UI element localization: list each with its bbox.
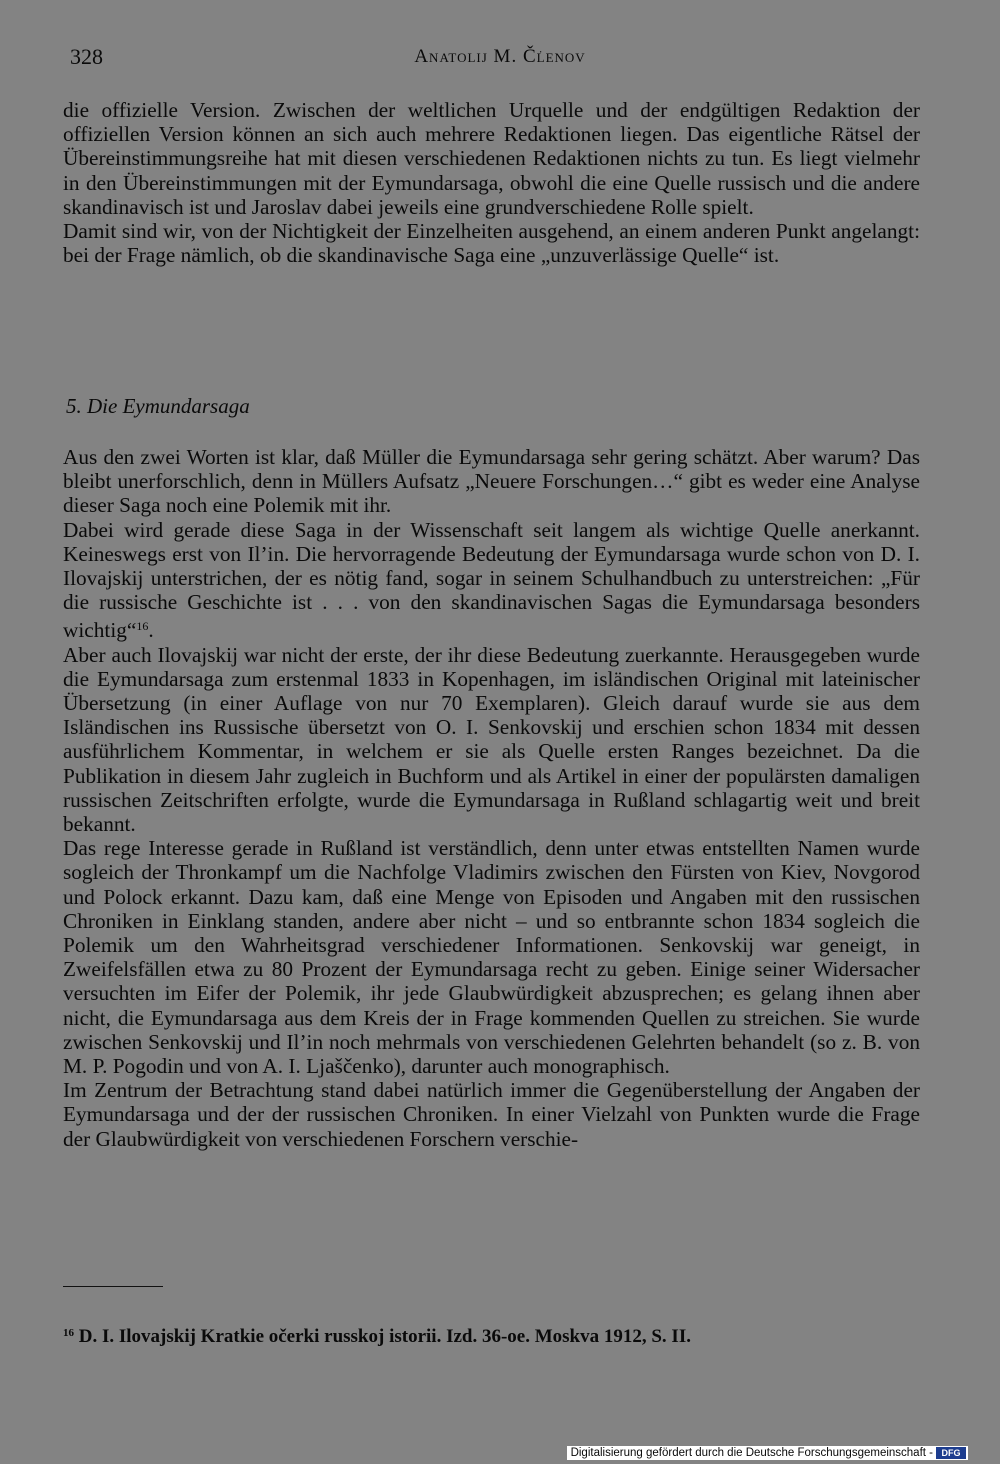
footnote-number: 16 (63, 1327, 74, 1339)
body-text-main (63, 445, 920, 1151)
running-head-text: Anatolij M. Čl̇enov (414, 46, 586, 67)
digitization-credit[interactable] (567, 1446, 968, 1460)
paragraph-text: Dabei wird gerade diese Saga in der Wissenschaft seit langem als wichtige Quelle anerkannt. Keineswegs erst von Il’in. Die hervorragende Bedeutung der Eymundarsaga wurde schon von D. I. Ilovajskij unterstrichen, der es nötig fand, sogar in seinem Schulhandbuch zu unterstreichen: „Für die russische Geschichte ist . . . von den skandinavischen Sagas die Eymundarsaga besonders wichtig“ (63, 517, 920, 643)
credit-text: Digitalisierung gefördert durch die Deutsche Forschungsgemeinschaft - (570, 1447, 933, 1459)
body-text-top (63, 98, 920, 267)
footnote-text: D. I. Ilovajskij Kratkie očerki russkoj istorii. Izd. 36-oe. Moskva 1912, S. II. (78, 1326, 691, 1347)
running-head (0, 46, 1000, 68)
paragraph: die offizielle Version. Zwischen der weltlichen Urquelle und der endgültigen Redaktion der offiziellen Version können an sich auch mehrere Redaktionen liegen. Das eigentliche Rätsel der Übereinstimmungsreihe hat mit diesen verschiedenen Redaktionen nichts zu tun. Es liegt vielmehr in den Übereinstimmungen mit der Eymundarsaga, obwohl die eine Quelle russisch und die andere skandinavisch ist und Jaroslav dabei jeweils eine grundverschiedene Rolle spielt. (63, 98, 920, 219)
page-number: 328 (70, 44, 103, 69)
footnote (63, 1326, 691, 1348)
paragraph: Aber auch Ilovajskij war nicht der erste, der ihr diese Bedeutung zuerkannte. Herausgegeben wurde die Eymundarsaga zum erstenmal 1833 in Kopenhagen, im isländischen Original mit lateinischer Übersetzung (in einer Auflage von nur 70 Exemplaren). Gleich darauf wurde sie aus dem Isländischen ins Russische übersetzt von O. I. Senkovskij und erschien schon 1834 mit dessen ausführlichem Kommentar, in welchem er sie als Quelle ersten Ranges bezeichnet. Da die Publikation in diesem Jahr zugleich in Buchform und als Artikel in einer der populärsten damaligen russischen Zeitschriften erfolgte, wurde die Eymundarsaga in Rußland schlagartig weit und breit bekannt. (63, 642, 920, 837)
paragraph: Das rege Interesse gerade in Rußland ist verständlich, denn unter etwas entstellten Namen wurde sogleich der Thronkampf um die Nachfolge Vladimirs zwischen den Fürsten von Kiev, Novgorod und Polock erkannt. Dazu kam, daß eine Menge von Episoden und Angaben mit den russischen Chroniken in Einklang standen, andere aber nicht – und so entbrannte schon 1834 sogleich die Polemik um den Wahrheitsgrad verschiedener Informationen. Senkovskij war geneigt, in Zweifelsfällen etwa zu 80 Prozent der Eymundarsaga recht zu geben. Einige seiner Widersacher versuchten im Eifer der Polemik, ihr jede Glaubwürdigkeit abzusprechen; es gelang ihnen aber nicht, die Eymundarsaga aus dem Kreis der in Frage kommenden Quellen zu streichen. Sie wurde zwischen Senkovskij und Il’in noch mehrmals von verschiedenen Gelehrten behandelt (so z. B. von M. P. Pogodin und von A. I. Ljaščenko), darunter auch monographisch. (63, 836, 920, 1079)
section-heading: 5. Die Eymundarsaga (66, 394, 250, 418)
paragraph: Aus den zwei Worten ist klar, daß Müller die Eymundarsaga sehr gering schätzt. Aber warum? Das bleibt unerforschlich, denn in Müllers Aufsatz „Neuere Forschungen…“ gibt es weder eine Analyse dieser Saga noch eine Polemik mit ihr. (63, 445, 920, 518)
paragraph: Damit sind wir, von der Nichtigkeit der Einzelheiten ausgehend, an einem anderen Punkt angelangt: bei der Frage nämlich, ob die skandinavische Saga eine „unzuverlässige Quelle“ ist. (63, 219, 920, 268)
footnote-reference[interactable]: 16 (136, 619, 149, 634)
paragraph: Dabei wird gerade diese Saga in der Wissenschaft seit langem als wichtige Quelle anerkannt. Keineswegs erst von Il’in. Die hervorragende Bedeutung der Eymundarsaga wurde schon von D. I. Ilovajskij unterstrichen, der es nötig fand, sogar in seinem Schulhandbuch zu unterstreichen: „Für die russische Geschichte ist . . . von den skandinavischen Sagas die Eymundarsaga besonders wichtig“$^{16}$. (63, 517, 920, 643)
dfg-logo-icon: DFG (936, 1447, 966, 1459)
footnote-divider (63, 1286, 163, 1287)
paragraph: Im Zentrum der Betrachtung stand dabei natürlich immer die Gegenüberstellung der Angaben der Eymundarsaga und der der russischen Chroniken. In einer Vielzahl von Punkten wurde die Frage der Glaubwürdigkeit von verschiedenen Forschern verschie- (63, 1078, 920, 1151)
